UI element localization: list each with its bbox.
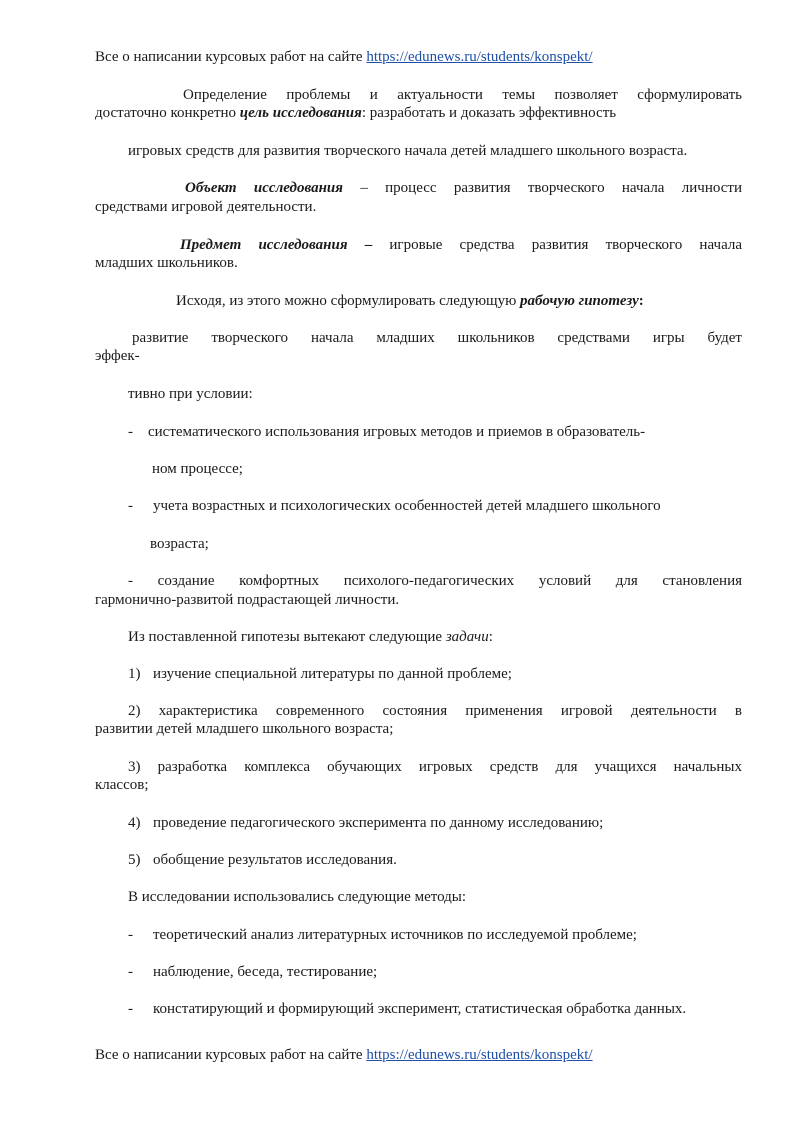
condition-marker: -	[128, 573, 133, 589]
methods-intro: В исследовании использовались следующие методы:	[128, 889, 467, 905]
condition-3-line-2: гармонично-развитой подрастающей личности.	[95, 592, 400, 608]
object-line-2: средствами игровой деятельности.	[95, 199, 317, 215]
task-2-line-1	[128, 702, 742, 720]
header-line	[95, 48, 593, 66]
tasks-intro	[128, 628, 493, 646]
goal-line-3: игровых средств для развития творческого начала детей младшего школьного возраста.	[128, 143, 688, 159]
hypothesis-line-1: развитие творческого начала младших школьников средствами игры будет	[132, 330, 742, 346]
task-4: проведение педагогического эксперимента по данному исследованию;	[153, 815, 604, 831]
tasks-term: задачи	[445, 629, 489, 645]
method-marker: -	[128, 964, 133, 980]
tasks-intro-text: Из поставленной гипотезы вытекают следующие	[128, 629, 443, 645]
task-5: обобщение результатов исследования.	[153, 852, 397, 868]
header-text: Все о написании курсовых работ на сайте	[95, 49, 363, 65]
subject-line-2: младших школьников.	[95, 255, 238, 271]
header-link[interactable]: https://edunews.ru/students/konspekt/	[366, 49, 593, 65]
object-term: Объект исследования	[185, 180, 343, 196]
goal-text-after: : разработать и доказать эффективность	[361, 105, 617, 121]
task-3-line-1	[128, 758, 742, 776]
task-3-line-2: классов;	[95, 777, 149, 793]
subject-text-after: игровые средства развития творческого начала	[389, 237, 742, 253]
hypothesis-term: рабочую гипотезу	[520, 293, 639, 309]
task-marker: 3)	[128, 759, 141, 775]
condition-marker: -	[128, 424, 133, 440]
hypothesis-intro	[176, 292, 644, 310]
goal-line-1: Определение проблемы и актуальности темы позволяет сформулировать	[183, 87, 742, 103]
object-text-after: – процесс развития творческого начала личности	[360, 180, 742, 196]
footer-link[interactable]: https://edunews.ru/students/konspekt/	[366, 1047, 593, 1063]
task-marker: 1)	[128, 666, 141, 682]
subject-line-1	[95, 236, 742, 254]
task-marker: 4)	[128, 815, 141, 831]
goal-line-2	[95, 104, 616, 122]
hypothesis-line-3: тивно при условии:	[128, 386, 253, 402]
condition-1-line-1: систематического использования игровых методов и приемов в образователь-	[148, 424, 646, 440]
method-1: теоретический анализ литературных источников по исследуемой проблеме;	[153, 927, 637, 943]
tasks-colon: :	[488, 629, 493, 645]
condition-1-line-2: ном процессе;	[152, 461, 243, 477]
footer-line	[95, 1046, 593, 1064]
method-2: наблюдение, беседа, тестирование;	[153, 964, 378, 980]
task-2-text: характеристика современного состояния применения игровой деятельности в	[158, 703, 742, 719]
condition-marker: -	[128, 498, 133, 514]
task-2-line-2: развитии детей младшего школьного возраста;	[95, 721, 394, 737]
task-3-text: разработка комплекса обучающих игровых средств для учащихся начальных	[157, 759, 743, 775]
method-marker: -	[128, 927, 133, 943]
goal-text-before: достаточно конкретно	[95, 105, 237, 121]
condition-2-line-1: учета возрастных и психологических особенностей детей младшего школьного	[153, 498, 661, 514]
hypothesis-line-2: эффек-	[95, 348, 140, 364]
condition-3-text: создание комфортных психолого-педагогических условий для становления	[157, 573, 742, 589]
task-marker: 5)	[128, 852, 141, 868]
subject-term: Предмет исследования	[180, 237, 348, 253]
subject-dash: –	[364, 237, 373, 253]
goal-term: цель исследования	[239, 105, 362, 121]
hypothesis-intro-text: Исходя, из этого можно сформулировать следующую	[176, 293, 517, 309]
object-line-1	[95, 179, 742, 197]
condition-2-line-2: возраста;	[150, 536, 209, 552]
condition-3-line-1	[128, 572, 742, 590]
hypothesis-colon: :	[638, 293, 644, 309]
method-3: констатирующий и формирующий эксперимент, статистическая обработка данных.	[153, 1001, 687, 1017]
method-marker: -	[128, 1001, 133, 1017]
task-1: изучение специальной литературы по данной проблеме;	[153, 666, 512, 682]
task-marker: 2)	[128, 703, 141, 719]
footer-text: Все о написании курсовых работ на сайте	[95, 1047, 363, 1063]
